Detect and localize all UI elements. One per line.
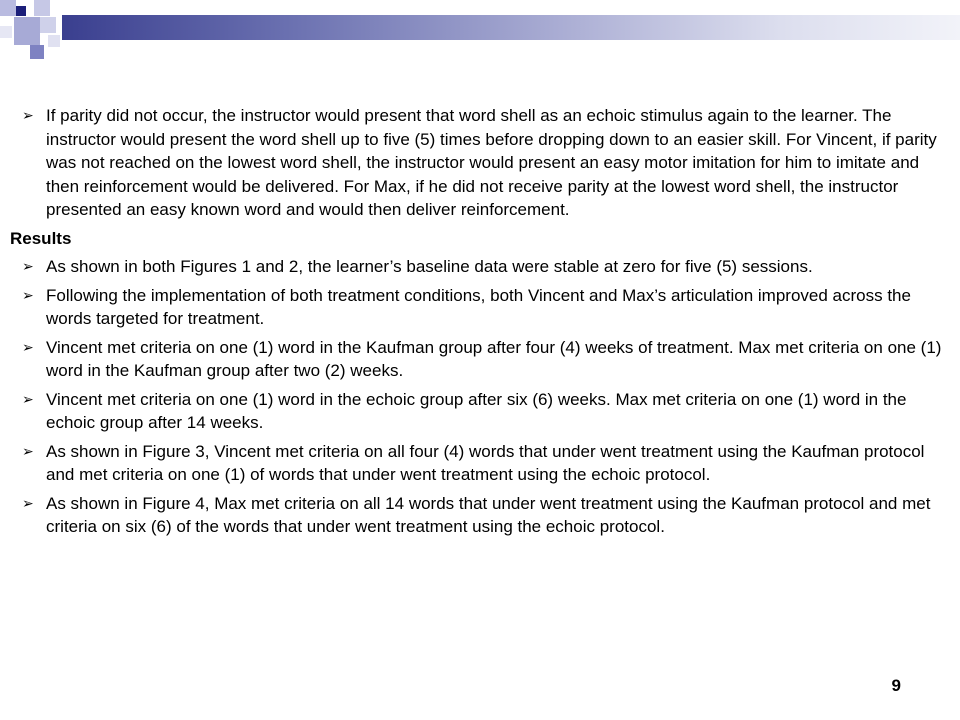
arrowhead-bullet-icon: ➢ — [22, 390, 34, 407]
header-gradient-bar — [62, 15, 960, 40]
bullet-text: Vincent met criteria on one (1) word in the echoic group after six (6) weeks. Max met criteria on one (1) word in the echoic group after 14 weeks. — [46, 389, 907, 432]
bullet-item — [10, 388, 948, 435]
bullet-text: As shown in Figure 3, Vincent met criteria on all four (4) words that under went treatment using the Kaufman protocol and met criteria on one (1) of words that under went treatment using the echoic protocol. — [46, 441, 925, 484]
slide-body — [10, 104, 948, 544]
bullet-text: As shown in both Figures 1 and 2, the learner’s baseline data were stable at zero for five (5) sessions. — [46, 257, 813, 276]
decorative-square — [16, 6, 26, 16]
arrowhead-bullet-icon: ➢ — [22, 442, 34, 459]
arrowhead-bullet-icon: ➢ — [22, 107, 34, 123]
decorative-square — [0, 0, 16, 16]
bullet-text: If parity did not occur, the instructor would present that word shell as an echoic stimulus again to the learner. The instructor would present the word shell up to five (5) times before dropping down to an easier skill. For Vincent, if parity was not reached on the lowest word shell, the instructor would present an easy motor imitation for him to imitate and then reinforcement would be delivered. For Max, if he did not receive parity at the lowest word shell, the instructor presented an easy known word and would then deliver reinforcement. — [46, 106, 937, 219]
arrowhead-bullet-icon: ➢ — [22, 494, 34, 511]
bullet-item — [10, 440, 948, 487]
bullet-item — [10, 492, 948, 539]
page-number: 9 — [891, 676, 901, 695]
decorative-square — [0, 26, 12, 38]
bullet-text: As shown in Figure 4, Max met criteria on all 14 words that under went treatment using the Kaufman protocol and met criteria on six (6) of the words that under went treatment using the echoic protocol. — [46, 493, 931, 536]
arrowhead-bullet-icon: ➢ — [22, 338, 34, 355]
decorative-square — [48, 35, 60, 47]
bullet-text: Following the implementation of both treatment conditions, both Vincent and Max’s articulation improved across the words targeted for treatment. — [46, 285, 911, 328]
decorative-square — [34, 0, 50, 16]
bullet-item — [10, 255, 948, 279]
decorative-square — [30, 45, 44, 59]
arrowhead-bullet-icon: ➢ — [22, 286, 34, 303]
decorative-square — [14, 17, 40, 45]
arrowhead-bullet-icon: ➢ — [22, 258, 34, 274]
bullet-text: Vincent met criteria on one (1) word in the Kaufman group after four (4) weeks of treatment. Max met criteria on one (1) word in the Kaufman group after two (2) weeks. — [46, 337, 942, 380]
bullet-item — [10, 284, 948, 331]
bullet-item — [10, 336, 948, 383]
results-heading: Results — [10, 228, 72, 248]
decorative-square — [40, 17, 56, 33]
bullet-item — [10, 104, 948, 222]
